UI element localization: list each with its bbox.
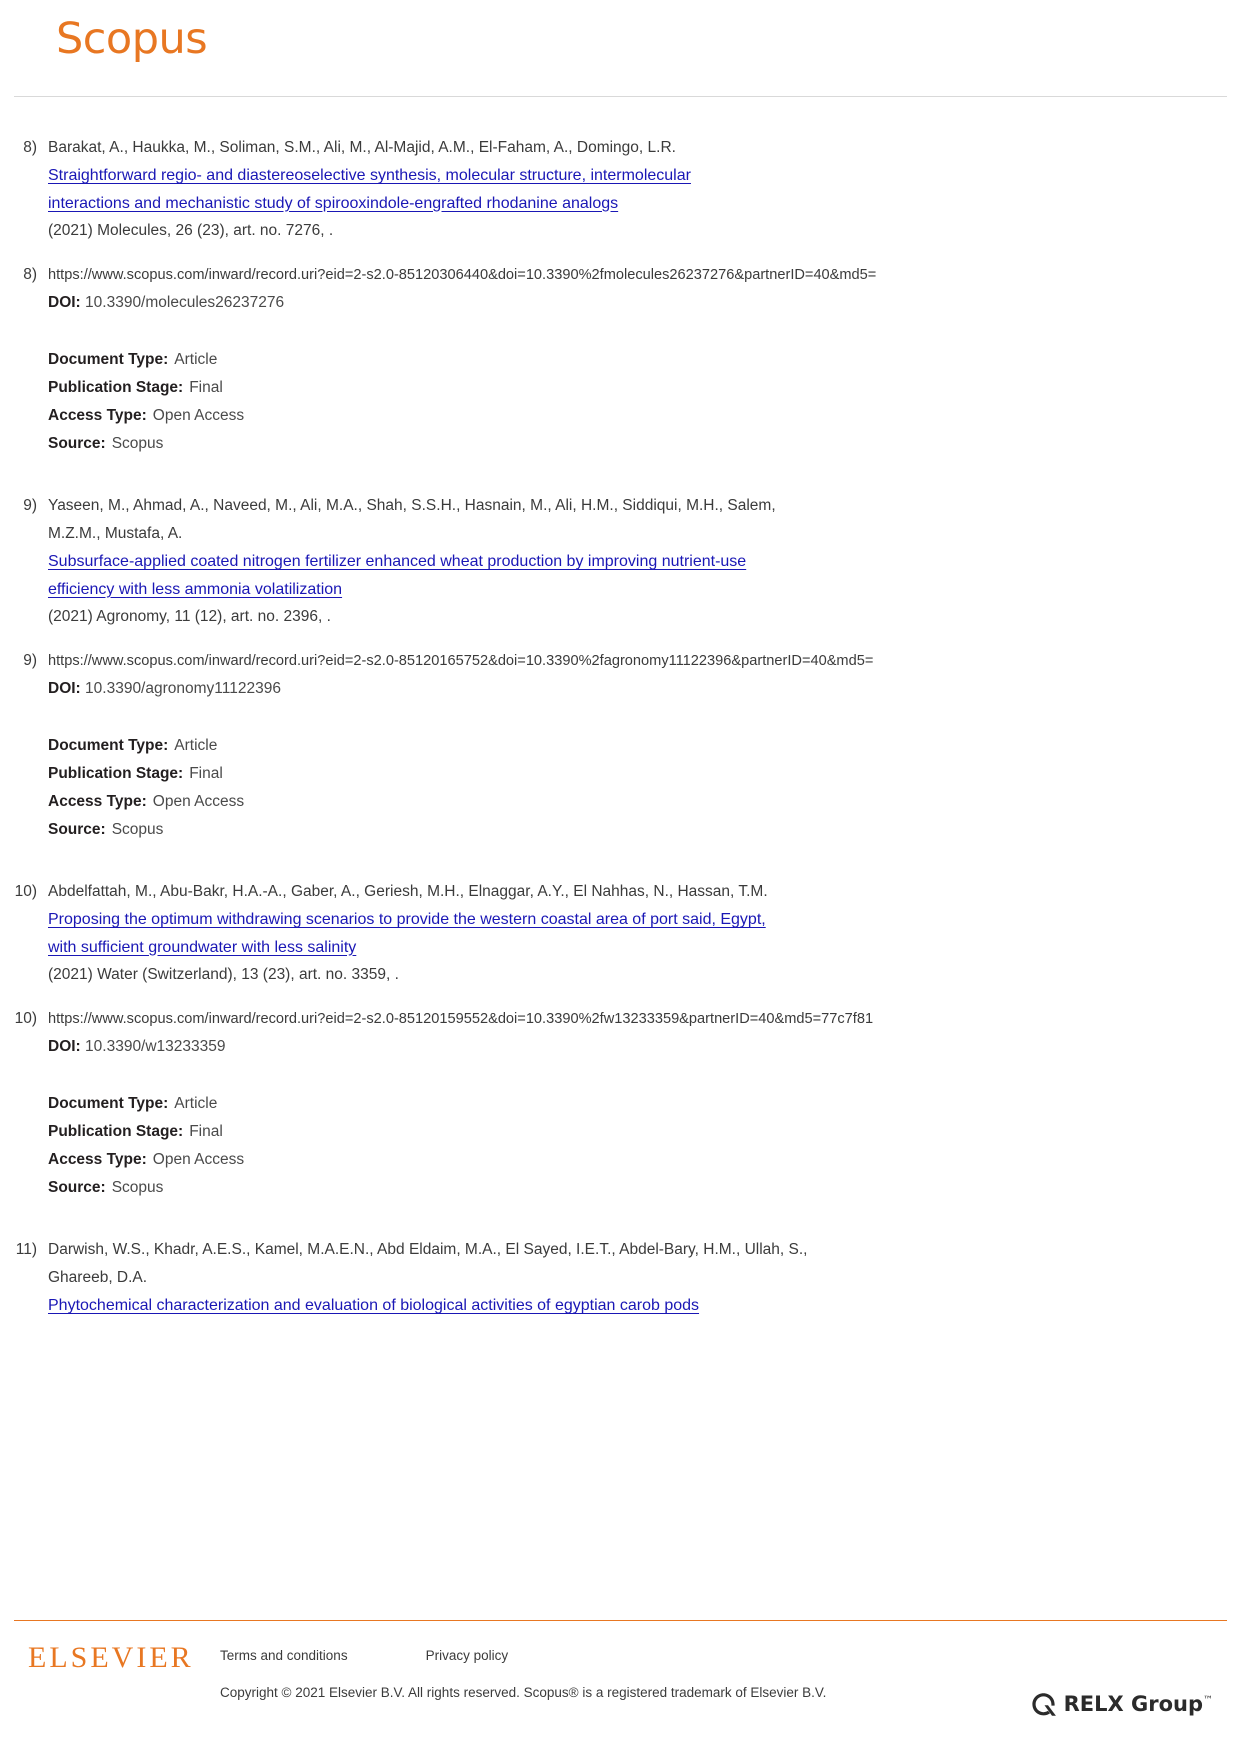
copyright-text: Copyright © 2021 Elsevier B.V. All rights reserved. Scopus® is a registered trademark of Elsevier B.V. xyxy=(220,1685,827,1700)
meta-label: Document Type: xyxy=(48,1095,169,1112)
doi-value: 10.3390/molecules26237276 xyxy=(85,294,285,311)
relx-mark-icon xyxy=(1030,1691,1057,1718)
metadata-block xyxy=(48,732,1241,844)
privacy-policy-link[interactable]: Privacy policy xyxy=(425,1648,509,1663)
meta-value: Final xyxy=(189,379,223,396)
doi-row xyxy=(48,289,1241,317)
meta-access-type xyxy=(48,788,1241,816)
meta-value: Scopus xyxy=(111,1179,164,1196)
footer-links xyxy=(220,1645,1241,1667)
url-row xyxy=(0,647,1241,844)
record-index: 8) xyxy=(23,139,37,156)
meta-value: Scopus xyxy=(111,821,164,838)
authors-text: Barakat, A., Haukka, M., Soliman, S.M., Ali, M., Al-Majid, A.M., El-Faham, A., Domingo, L.R. xyxy=(48,139,676,156)
meta-label: Document Type: xyxy=(48,351,169,368)
meta-value: Final xyxy=(189,1123,223,1140)
result-record xyxy=(0,878,1241,1202)
meta-label: Source: xyxy=(48,821,106,838)
citation-text: (2021) Water (Switzerland), 13 (23), art. no. 3359, . xyxy=(48,966,399,983)
record-index: 9) xyxy=(23,497,37,514)
elsevier-logo xyxy=(28,1641,220,1673)
terms-and-conditions-link[interactable]: Terms and conditions xyxy=(220,1648,348,1663)
page-footer xyxy=(0,1621,1241,1754)
meta-source xyxy=(48,1174,1241,1202)
meta-value: Article xyxy=(174,737,218,754)
meta-value: Open Access xyxy=(152,1151,245,1168)
doi-label: DOI: xyxy=(48,1038,81,1055)
meta-label: Access Type: xyxy=(48,793,147,810)
authors-text: Abdelfattah, M., Abu-Bakr, H.A.-A., Gaber, A., Geriesh, M.H., Elnaggar, A.Y., El Nahhas, N., Hassan, T.M. xyxy=(48,883,768,900)
record-url[interactable]: https://www.scopus.com/inward/record.uri?eid=2-s2.0-85120159552&doi=10.3390%2fw13233359&partnerID=40&md5=77c7f81 xyxy=(48,1011,874,1027)
meta-value: Final xyxy=(189,765,223,782)
authors-row xyxy=(0,492,1241,631)
doi-label: DOI: xyxy=(48,294,81,311)
meta-label: Source: xyxy=(48,435,106,452)
doi-row xyxy=(48,1033,1241,1061)
record-index: 11) xyxy=(15,1241,37,1258)
record-title-link-cont[interactable]: efficiency with less ammonia volatilization xyxy=(48,580,343,598)
meta-document-type xyxy=(48,732,1241,760)
url-row xyxy=(0,261,1241,458)
meta-label: Access Type: xyxy=(48,407,147,424)
doi-row xyxy=(48,675,1241,703)
citation-text: (2021) Molecules, 26 (23), art. no. 7276, . xyxy=(48,222,334,239)
url-row xyxy=(0,1005,1241,1202)
meta-value: Open Access xyxy=(152,793,245,810)
record-title-link[interactable]: Straightforward regio- and diastereoselective synthesis, molecular structure, intermolecular xyxy=(48,167,691,184)
url-index: 10) xyxy=(14,1010,37,1027)
relx-trademark: ™ xyxy=(1203,1695,1213,1706)
record-index: 10) xyxy=(14,883,37,900)
meta-value: Open Access xyxy=(152,407,245,424)
meta-source xyxy=(48,430,1241,458)
record-title-link-cont[interactable]: with sufficient groundwater with less salinity xyxy=(48,938,357,956)
citation-text: (2021) Agronomy, 11 (12), art. no. 2396, . xyxy=(48,608,331,625)
url-index: 8) xyxy=(23,266,37,283)
authors-row xyxy=(0,878,1241,989)
record-title-link-cont[interactable]: interactions and mechanistic study of spirooxindole-engrafted rhodanine analogs xyxy=(48,194,619,212)
header-divider xyxy=(14,96,1227,97)
meta-publication-stage xyxy=(48,760,1241,788)
metadata-block xyxy=(48,346,1241,458)
meta-source xyxy=(48,816,1241,844)
record-title-link[interactable]: Subsurface-applied coated nitrogen fertilizer enhanced wheat production by improving nutrient-use xyxy=(48,553,747,570)
result-record xyxy=(0,492,1241,844)
doi-value: 10.3390/w13233359 xyxy=(85,1038,226,1055)
result-record xyxy=(0,134,1241,458)
record-title-link[interactable]: Proposing the optimum withdrawing scenarios to provide the western coastal area of port said, Egypt, xyxy=(48,911,766,928)
meta-label: Source: xyxy=(48,1179,106,1196)
record-url[interactable]: https://www.scopus.com/inward/record.uri?eid=2-s2.0-85120306440&doi=10.3390%2fmolecules26237276&partnerID=40&md5= xyxy=(48,267,877,283)
result-record xyxy=(0,1236,1241,1320)
authors-text: Darwish, W.S., Khadr, A.E.S., Kamel, M.A.E.N., Abd Eldaim, M.A., El Sayed, I.E.T., Abdel-Bary, H.M., Ullah, S., Ghareeb, D.A. xyxy=(48,1241,808,1286)
doi-label: DOI: xyxy=(48,680,81,697)
doi-value: 10.3390/agronomy11122396 xyxy=(85,680,281,697)
record-spacer xyxy=(0,1202,1241,1236)
scopus-logo: Scopus xyxy=(56,14,208,64)
relx-wordmark xyxy=(1064,1694,1213,1715)
record-spacer xyxy=(0,458,1241,492)
meta-value: Article xyxy=(174,351,218,368)
meta-value: Article xyxy=(174,1095,218,1112)
page-header xyxy=(0,0,1241,98)
meta-publication-stage xyxy=(48,1118,1241,1146)
relx-group-logo xyxy=(1030,1691,1213,1718)
meta-access-type xyxy=(48,1146,1241,1174)
relx-bold-text: RELX Group xyxy=(1063,1692,1203,1716)
meta-access-type xyxy=(48,402,1241,430)
authors-row xyxy=(0,134,1241,245)
record-title-link[interactable]: Phytochemical characterization and evaluation of biological activities of egyptian carob pods xyxy=(48,1297,700,1314)
meta-document-type xyxy=(48,346,1241,374)
results-list xyxy=(0,134,1241,1604)
meta-label: Publication Stage: xyxy=(48,379,184,396)
meta-label: Publication Stage: xyxy=(48,1123,184,1140)
authors-text: Yaseen, M., Ahmad, A., Naveed, M., Ali, M.A., Shah, S.S.H., Hasnain, M., Ali, H.M., Siddiqui, M.H., Salem, M.Z.M., Mustafa, A. xyxy=(48,497,776,542)
url-index: 9) xyxy=(23,652,37,669)
meta-label: Access Type: xyxy=(48,1151,147,1168)
meta-publication-stage xyxy=(48,374,1241,402)
metadata-block xyxy=(48,1090,1241,1202)
meta-document-type xyxy=(48,1090,1241,1118)
meta-value: Scopus xyxy=(111,435,164,452)
authors-row xyxy=(0,1236,1241,1320)
meta-label: Publication Stage: xyxy=(48,765,184,782)
meta-label: Document Type: xyxy=(48,737,169,754)
record-url[interactable]: https://www.scopus.com/inward/record.uri?eid=2-s2.0-85120165752&doi=10.3390%2fagronomy11122396&partnerID=40&md5= xyxy=(48,653,874,669)
elsevier-wordmark: ELSEVIER xyxy=(28,1641,194,1674)
record-spacer xyxy=(0,844,1241,878)
